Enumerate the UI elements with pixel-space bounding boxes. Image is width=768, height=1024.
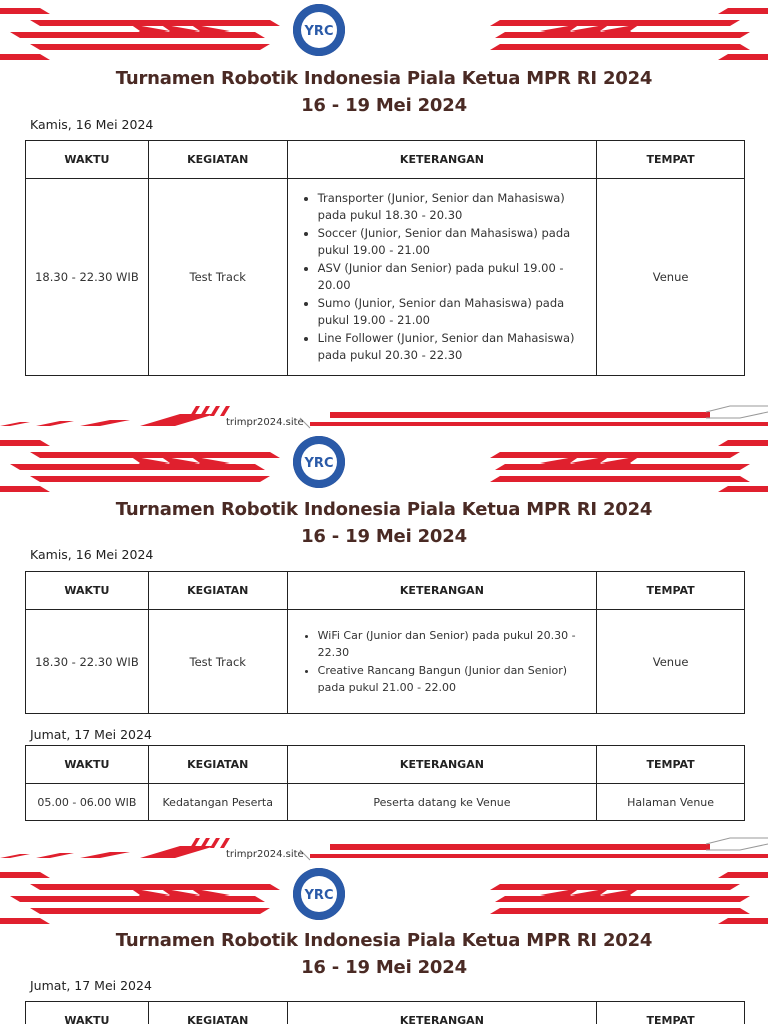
header-kegiatan: KEGIATAN [148,141,287,179]
svg-text:YRC: YRC [304,888,334,903]
cell-tempat: Halaman Venue [597,784,745,821]
decorative-top-strip [0,834,768,864]
schedule-date: Jumat, 17 Mei 2024 [30,978,152,993]
keterangan-list [304,190,589,365]
schedule-date: Kamis, 16 Mei 2024 [30,117,154,132]
page-subtitle: 16 - 19 Mei 2024 [301,526,467,547]
cell-waktu: 05.00 - 06.00 WIB [26,784,149,821]
prsi-eagle-icon [357,2,417,58]
website-label: trimpr2024.site [226,849,304,860]
header-banner [0,864,768,926]
list-item: • Transporter (Junior, Senior dan Mahasiswa) pada pukul 18.30 - 20.30 [318,190,589,225]
yrc-gear-icon [304,2,483,58]
table-row [26,610,745,714]
decorative-top-strip [0,402,768,432]
cell-tempat: Venue [597,179,745,376]
header-waktu: WAKTU [26,1002,149,1024]
list-item: • WiFi Car (Junior dan Senior) pada pukul 20.30 - 22.30 [318,627,589,662]
header-kegiatan: KEGIATAN [148,572,287,610]
prsi-eagle-icon [357,866,417,922]
svg-text:YRC: YRC [304,456,334,471]
table-header-row [26,1002,745,1024]
prsi-eagle-icon [357,434,417,490]
schedule-table [25,571,745,714]
header-kegiatan: KEGIATAN [148,746,287,784]
table-header-row [26,746,745,784]
schedule-date: Jumat, 17 Mei 2024 [30,727,152,742]
header-tempat: TEMPAT [597,572,745,610]
header-tempat: TEMPAT [597,746,745,784]
schedule-date: Kamis, 16 Mei 2024 [30,547,154,562]
yrc-gear-icon [304,434,483,490]
header-banner [0,0,768,62]
cell-waktu: 18.30 - 22.30 WIB [26,610,149,714]
cell-kegiatan: Kedatangan Peserta [148,784,287,821]
header-banner [0,432,768,494]
header-keterangan: KETERANGAN [287,1002,597,1024]
keterangan-list [304,627,589,697]
list-item: • Sumo (Junior, Senior dan Mahasiswa) pada pukul 19.00 - 21.00 [318,295,589,330]
header-keterangan: KETERANGAN [287,572,597,610]
page-title: Turnamen Robotik Indonesia Piala Ketua MPR RI 2024 [115,68,653,89]
header-tempat: TEMPAT [597,141,745,179]
website-label: trimpr2024.site [226,417,304,428]
table-header-row [26,141,745,179]
header-waktu: WAKTU [26,572,149,610]
yrc-gear-icon [304,866,483,922]
header-tempat: TEMPAT [597,1002,745,1024]
cell-waktu: 18.30 - 22.30 WIB [26,179,149,376]
cell-keterangan [287,610,597,714]
list-item: • Creative Rancang Bangun (Junior dan Senior) pada pukul 21.00 - 22.00 [318,662,589,697]
header-kegiatan: KEGIATAN [148,1002,287,1024]
page-title: Turnamen Robotik Indonesia Piala Ketua MPR RI 2024 [115,499,653,520]
cell-tempat: Venue [597,610,745,714]
cell-keterangan [287,179,597,376]
table-row [26,179,745,376]
page-subtitle: 16 - 19 Mei 2024 [301,957,467,978]
header-keterangan: KETERANGAN [287,746,597,784]
table-row [26,784,745,821]
header-waktu: WAKTU [26,141,149,179]
table-header-row [26,572,745,610]
schedule-table [25,745,745,821]
list-item: • Line Follower (Junior, Senior dan Mahasiswa) pada pukul 20.30 - 22.30 [318,330,589,365]
page-title: Turnamen Robotik Indonesia Piala Ketua MPR RI 2024 [115,930,653,951]
page-subtitle: 16 - 19 Mei 2024 [301,95,467,116]
cell-keterangan: Peserta datang ke Venue [287,784,597,821]
cell-kegiatan: Test Track [148,179,287,376]
svg-text:YRC: YRC [304,24,334,39]
schedule-table [25,1001,745,1024]
schedule-table [25,140,745,376]
list-item: • Soccer (Junior, Senior dan Mahasiswa) pada pukul 19.00 - 21.00 [318,225,589,260]
header-waktu: WAKTU [26,746,149,784]
list-item: • ASV (Junior dan Senior) pada pukul 19.00 - 20.00 [318,260,589,295]
header-keterangan: KETERANGAN [287,141,597,179]
cell-kegiatan: Test Track [148,610,287,714]
